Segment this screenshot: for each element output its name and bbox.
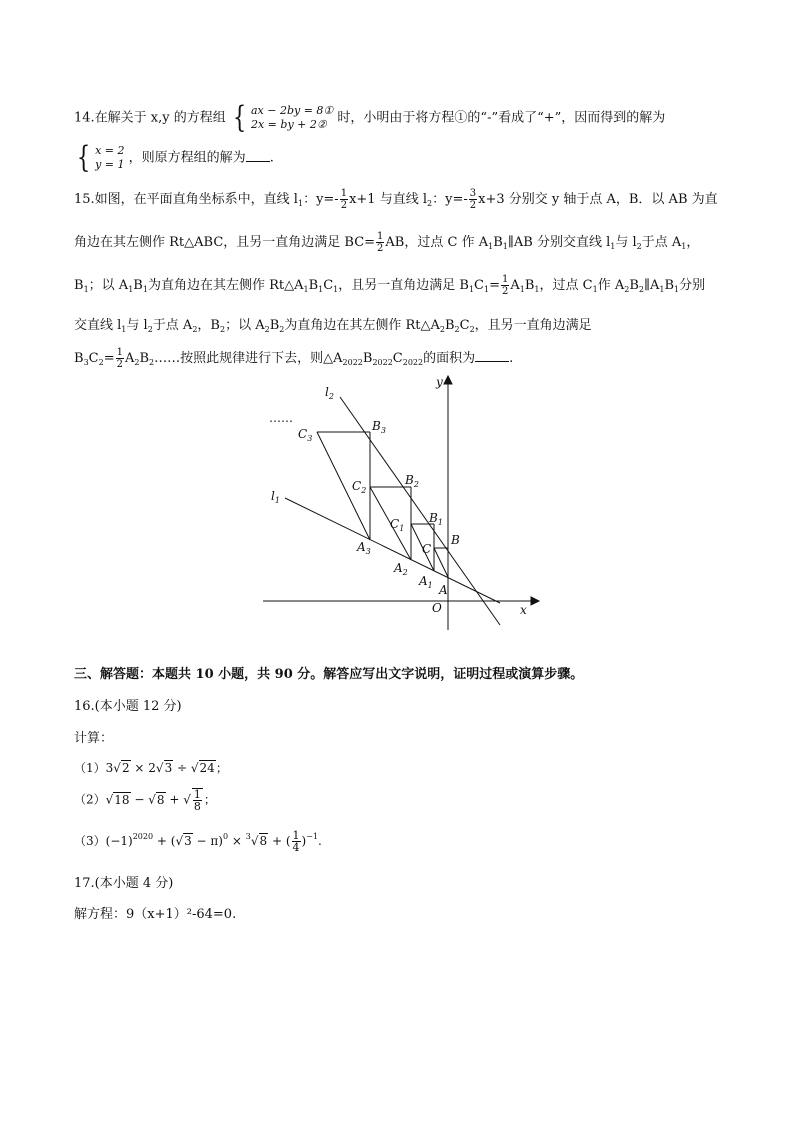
line-l1 [285, 498, 500, 603]
q16-header: 16.(本小题 12 分) [74, 699, 182, 714]
label-y: y [436, 375, 443, 389]
label-C3: $C_3$ [298, 427, 313, 443]
label-A2: $A_2$ [394, 561, 408, 577]
label-A1: $A_1$ [419, 574, 433, 590]
q15-answer-blank [475, 349, 509, 362]
q16-part3: $(3)(-1)^{2020} + (√3 - \pi)^0 \times ^3√8$ + ( $\frac{1}{4}$ )$^{-1}$. [74, 829, 322, 854]
q14-prefix: 14.在解关于 x,y 的方程组 [74, 110, 226, 126]
q14-line1 [74, 100, 666, 135]
q14-eq2: 2x = by + 2② [250, 118, 327, 131]
q14-suffix: ，则原方程组的解为 [128, 150, 246, 166]
q15-line2: 角边在其左侧作 Rt△ABC，且另一直角边满足 BC= $\frac{1}{2}$ AB，过点 C 作 $A_1B_1\parallel AB$ 分别交直线 $l_1$与 $l_2$于点 $A_1$， [74, 231, 700, 254]
label-A3: $A_3$ [357, 540, 371, 556]
q15-line3: $B_1$；以 $A_1B_1$为直角边在其左侧作 $Rt\triangle A_1B_1C_1$，且另一直角边满足 $B_1C_1=$ $\frac{1}{2}$ $A_1B_1$，过点 $C_1$作 $A_2B_2\parallel A_1B_1$分别 [74, 274, 706, 297]
label-C: C [422, 542, 432, 556]
q14-eq1: ax − 2by = 8① [250, 104, 334, 117]
label-B: B [451, 533, 460, 547]
label-l2: $l_2$ [325, 385, 334, 401]
q14-system: { ax − 2by = 8① 2x = by + 2② [232, 100, 334, 135]
label-A: A [439, 583, 448, 597]
q14-sol2: y = 1 [95, 158, 125, 171]
q15-line5: $B_3C_2=$ $\frac{1}{2}$ $A_2B_2\dots\dots$按照此规律进行下去，则$\triangle A_{2022}B_{2022}C_{2022}$的面积为 . [74, 347, 514, 370]
q15-line1: 15.如图，在平面直角坐标系中，直线 $l_1$：y=- $\frac{1}{2}$ x+1 与直线 $l_2$：y=- $\frac{3}{2}$ x+3 分别交 y 轴于点 A，B．以 AB 为直 [74, 188, 718, 211]
label-B1: $B_1$ [429, 511, 443, 527]
line-l2 [340, 397, 500, 625]
label-B2: $B_2$ [405, 473, 419, 489]
label-l1: $l_1$ [271, 489, 280, 505]
q14-mid: 时，小明由于将方程①的“-”看成了“+”，因而得到的解为 [337, 110, 666, 126]
q14-sol1: x = 2 [95, 144, 125, 157]
frac-three-halves: $\frac{3}{2}$ [469, 188, 477, 211]
label-O: O [432, 601, 442, 615]
q17-text: 解方程：9（x+1）²-64=0. [74, 907, 237, 922]
frac-half: $\frac{1}{2}$ [340, 188, 348, 211]
q16-part1: （1）3√2 × 2√3 ÷ √24； [74, 761, 228, 775]
x-axis-arrow [531, 597, 539, 605]
q16-instruction: 计算： [74, 731, 114, 746]
q15-figure [255, 372, 545, 637]
q14-answer-blank [246, 149, 270, 162]
q15-line4: 交直线 $l_1$与 $l_2$于点 $A_2$，$B_2$；以 $A_2B_2$为直角边在其左侧作 $Rt\triangle A_2B_2C_2$，且另一直角边满足 [74, 318, 592, 334]
q17-header: 17.(本小题 4 分) [74, 876, 174, 891]
y-axis-arrow [444, 376, 452, 384]
label-B3: $B_3$ [372, 419, 386, 435]
q14-solution: { x = 2 y = 1 [76, 140, 125, 175]
dots: …… [269, 411, 293, 425]
q16-part2: （2）√18 − √8 + √ $\frac{1}{8}$ ； [74, 788, 216, 813]
section3-title: 三、解答题：本题共 10 小题，共 90 分。解答应写出文字说明，证明过程或演算步骤。 [74, 667, 584, 682]
label-C2: $C_2$ [352, 479, 367, 495]
label-C1: $C_1$ [390, 517, 405, 533]
q14-line2: { x = 2 y = 1 ，则原方程组的解为 . [74, 143, 274, 173]
label-x: x [520, 603, 527, 617]
